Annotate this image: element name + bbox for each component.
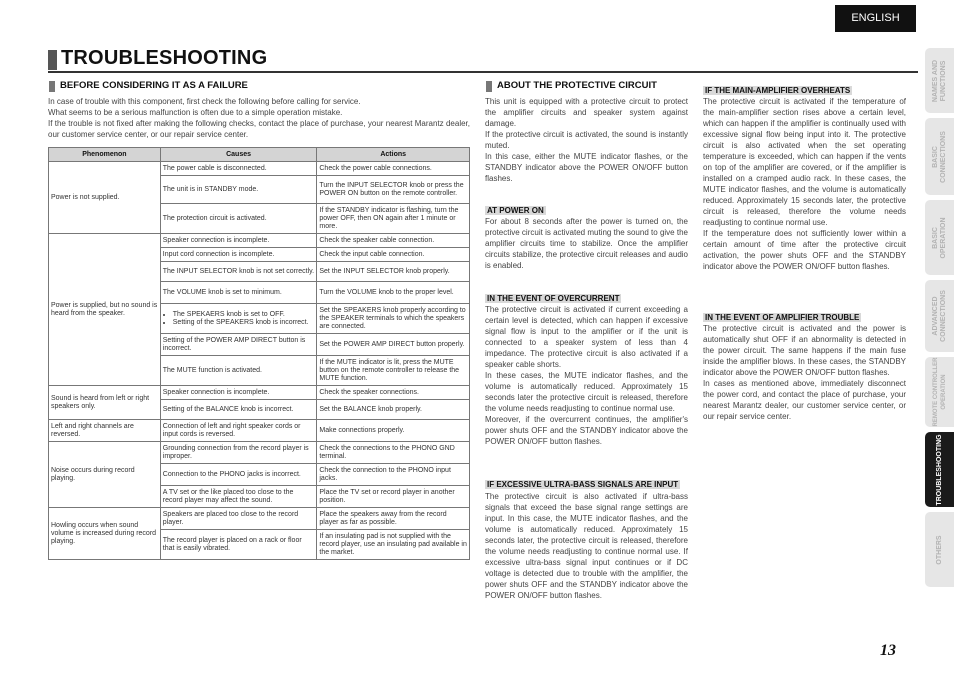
tab-names-and-functions[interactable]: NAMES AND FUNCTIONS xyxy=(925,48,954,113)
cause-cell: Speakers are placed too close to the record player. xyxy=(160,508,317,530)
table-header-row xyxy=(49,148,470,162)
action-cell: Check the connection to the PHONO input jacks. xyxy=(317,464,470,486)
cause-cell: The record player is placed on a rack or floor that is easily vibrated. xyxy=(160,530,317,560)
action-cell: Place the TV set or record player in another position. xyxy=(317,486,470,508)
header-causes: Causes xyxy=(160,148,317,162)
amptrouble-p2: In cases as mentioned above, immediately disconnect the power cord, and contact the place of purchase, your nearest Marantz dealer, our customer service center, or our repair service center. xyxy=(703,379,906,421)
table-row xyxy=(49,442,470,464)
phenomenon-cell: Howling occurs when sound volume is increased during record playing. xyxy=(49,508,161,560)
language-label: ENGLISH xyxy=(835,5,916,32)
cause-cell: The power cable is disconnected. xyxy=(160,162,317,176)
table-row xyxy=(49,162,470,176)
before-intro xyxy=(48,96,470,140)
cause-cell: Setting of the POWER AMP DIRECT button is incorrect. xyxy=(160,334,317,356)
action-cell: Place the speakers away from the record player as far as possible. xyxy=(317,508,470,530)
protective-p3: In this case, either the MUTE indicator flashes, or the STANDBY indicator above the POWER ON/OFF button flashes. xyxy=(485,152,688,183)
intro-line-2: What seems to be a serious malfunction is often due to a simple operation mistake. xyxy=(48,108,343,117)
cause-cell: Grounding connection from the record player is improper. xyxy=(160,442,317,464)
section-marker xyxy=(49,81,55,92)
overheat-heading: IF THE MAIN-AMPLIFIER OVERHEATS xyxy=(705,86,851,95)
action-cell: If an insulating pad is not supplied with the record player, use an insulating pad available in the market. xyxy=(317,530,470,560)
before-heading: BEFORE CONSIDERING IT AS A FAILURE xyxy=(60,80,248,91)
cause-cell: Connection to the PHONO jacks is incorrect. xyxy=(160,464,317,486)
action-cell: Set the BALANCE knob properly. xyxy=(317,400,470,420)
overheat-text xyxy=(703,96,906,272)
overcurrent-p2: In these cases, the MUTE indicator flashes, and the volume is automatically reduced. Approximately 15 seconds later the protective circuit is released, therefore the volume needs readjusting to continue normal use. xyxy=(485,371,688,413)
page-title: TROUBLESHOOTING xyxy=(61,47,268,69)
phenomenon-cell: Power is not supplied. xyxy=(49,162,161,234)
power-on-heading: AT POWER ON xyxy=(487,206,544,215)
action-cell: If the STANDBY indicator is flashing, turn the power OFF, then ON again after 1 minute or more. xyxy=(317,204,470,234)
tab-troubleshooting[interactable]: TROUBLESHOOTING xyxy=(925,432,954,507)
table-row xyxy=(49,234,470,248)
protective-p1: This unit is equipped with a protective circuit to protect the amplifier circuits and speaker system against damage. xyxy=(485,97,688,128)
action-cell: Check the input cable connection. xyxy=(317,248,470,262)
action-cell: Turn the VOLUME knob to the proper level. xyxy=(317,282,470,304)
tab-advanced-connections[interactable]: ADVANCED CONNECTIONS xyxy=(925,280,954,352)
title-rule xyxy=(48,71,918,73)
ultrabass-text: The protective circuit is also activated if ultra-bass signals that exceed the base signal range settings are input. In this case, the MUTE indicator flashes, and the volume is automatically reduced. Approximately 15 seconds later, the protective circuit is released, therefore the volume needs readjusting to continue normal use. If excessive ultra-bass signal input continues or if DC voltage is detected due to trouble with the amplifier, the power shuts OFF and the STANDBY indicator above the POWER ON/OFF button flashes. xyxy=(485,492,688,600)
intro-line-1: In case of trouble with this component, first check the following before calling for service. xyxy=(48,97,361,106)
ultrabass-heading-wrap xyxy=(485,474,680,492)
title-marker xyxy=(48,50,57,70)
tab-basic-connections[interactable]: BASIC CONNECTIONS xyxy=(925,118,954,195)
overheat-p1: The protective circuit is activated if the temperature of the main-amplifier section rises above a certain level, which can happen if the amplifier is continually used with excessive signal flow being input into it. The protective circuit is also activated when the set operating temperature is exceeded, which can happen if the vents on top of the amplifier are covered, or if the amplifier is installed on a cramped audio rack. In these cases, the MUTE indicator flashes, and the volume is automatically reduced. Approximately 15 seconds later, the protective circuit is released, therefore the volume needs readjusting to continue normal use. xyxy=(703,97,906,227)
overcurrent-heading: IN THE EVENT OF OVERCURRENT xyxy=(487,294,620,303)
table-row xyxy=(49,386,470,400)
action-cell: Check the speaker connections. xyxy=(317,386,470,400)
phenomenon-cell: Noise occurs during record playing. xyxy=(49,442,161,508)
action-cell: Turn the INPUT SELECTOR knob or press the POWER ON button on the remote controller. xyxy=(317,176,470,204)
action-cell: Set the SPEAKERS knob properly according to the SPEAKER terminals to which the speakers are connected. xyxy=(317,304,470,334)
protective-intro xyxy=(485,96,688,184)
action-cell: Make connections properly. xyxy=(317,420,470,442)
overheat-p2: If the temperature does not sufficiently lower within a certain amount of time after the protective circuit activation, the power shuts OFF and the STANDBY indicator above the POWER ON/OFF button flashes. xyxy=(703,229,906,271)
amptrouble-heading: IN THE EVENT OF AMPLIFIER TROUBLE xyxy=(705,313,860,322)
overcurrent-p3: Moreover, if the overcurrent continues, the amplifier's power shuts OFF and the STANDBY indicator above the POWER ON/OFF button flashes. xyxy=(485,415,688,446)
cause-cell: Speaker connection is incomplete. xyxy=(160,234,317,248)
cause-cell: The MUTE function is activated. xyxy=(160,356,317,386)
cause-cell: Speaker connection is incomplete. xyxy=(160,386,317,400)
phenomenon-cell: Left and right channels are reversed. xyxy=(49,420,161,442)
cause-cell: The INPUT SELECTOR knob is not set correctly. xyxy=(160,262,317,282)
header-phenomenon: Phenomenon xyxy=(49,148,161,162)
phenomenon-cell: Sound is heard from left or right speakers only. xyxy=(49,386,161,420)
power-on-text: For about 8 seconds after the power is turned on, the protective circuit is activated muting the sound to give the amplifier circuits time to stabilize. Once the amplifier circuits stabilize, the protective circuit releases and audio is enabled. xyxy=(485,217,688,270)
header-actions: Actions xyxy=(317,148,470,162)
table-row xyxy=(49,420,470,442)
tab-basic-operation[interactable]: BASIC OPERATION xyxy=(925,200,954,275)
action-cell: Check the connections to the PHONO GND terminal. xyxy=(317,442,470,464)
protective-heading: ABOUT THE PROTECTIVE CIRCUIT xyxy=(497,80,657,91)
cause-cell: Input cord connection is incomplete. xyxy=(160,248,317,262)
page-number: 13 xyxy=(880,642,896,659)
cause-cell: Setting of the BALANCE knob is incorrect. xyxy=(160,400,317,420)
overcurrent-text xyxy=(485,304,688,447)
cause-cell: The unit is in STANDBY mode. xyxy=(160,176,317,204)
action-cell: Check the power cable connections. xyxy=(317,162,470,176)
action-cell: Check the speaker cable connection. xyxy=(317,234,470,248)
protective-p2: If the protective circuit is activated, the sound is instantly muted. xyxy=(485,130,688,150)
tab-others[interactable]: OTHERS xyxy=(925,512,954,587)
ultrabass-heading: IF EXCESSIVE ULTRA-BASS SIGNALS ARE INPUT xyxy=(487,480,679,489)
cause-bullet: • Setting of the SPEAKERS knob is incorrect. xyxy=(173,319,315,327)
phenomenon-cell: Power is supplied, but no sound is heard from the speaker. xyxy=(49,234,161,386)
tab-remote-controller-operation[interactable]: REMOTE CONTROLLER OPERATION xyxy=(925,357,954,427)
cause-cell: The protection circuit is activated. xyxy=(160,204,317,234)
table-row xyxy=(49,508,470,530)
action-cell: Set the POWER AMP DIRECT button properly. xyxy=(317,334,470,356)
cause-cell: The VOLUME knob is set to minimum. xyxy=(160,282,317,304)
intro-line-3: If the trouble is not fixed after making the following checks, contact the place of purchase, your nearest Marantz dealer, our customer service center, or our repair service center. xyxy=(48,119,470,139)
amptrouble-text xyxy=(703,323,906,422)
cause-cell: A TV set or the like placed too close to the record player may affect the sound. xyxy=(160,486,317,508)
troubleshooting-table xyxy=(48,147,470,560)
cause-cell xyxy=(160,304,317,334)
cause-bullet: • The SPEKAERS knob is set to OFF. xyxy=(173,311,315,319)
overcurrent-p1: The protective circuit is activated if current exceeding a certain level is detected, which can happen if excessive signal flow is input to the amplifier or if the unit is connected to a speaker system of less than 4 impedance. The protective circuit is also activated if a speaker cable shorts. xyxy=(485,305,688,369)
amptrouble-p1: The protective circuit is activated and the power is automatically shut OFF if an abnormality is detected in the power circuit. The same happens if the main fuse inside the amplifier blows. In these cases, the STANDBY indicator above the POWER ON/OFF button flashes. xyxy=(703,324,906,377)
action-cell: Set the INPUT SELECTOR knob properly. xyxy=(317,262,470,282)
section-marker xyxy=(486,81,492,92)
cause-cell: Connection of left and right speaker cords or input cords is reversed. xyxy=(160,420,317,442)
action-cell: If the MUTE indicator is lit, press the MUTE button on the remote controller to release the MUTE function. xyxy=(317,356,470,386)
